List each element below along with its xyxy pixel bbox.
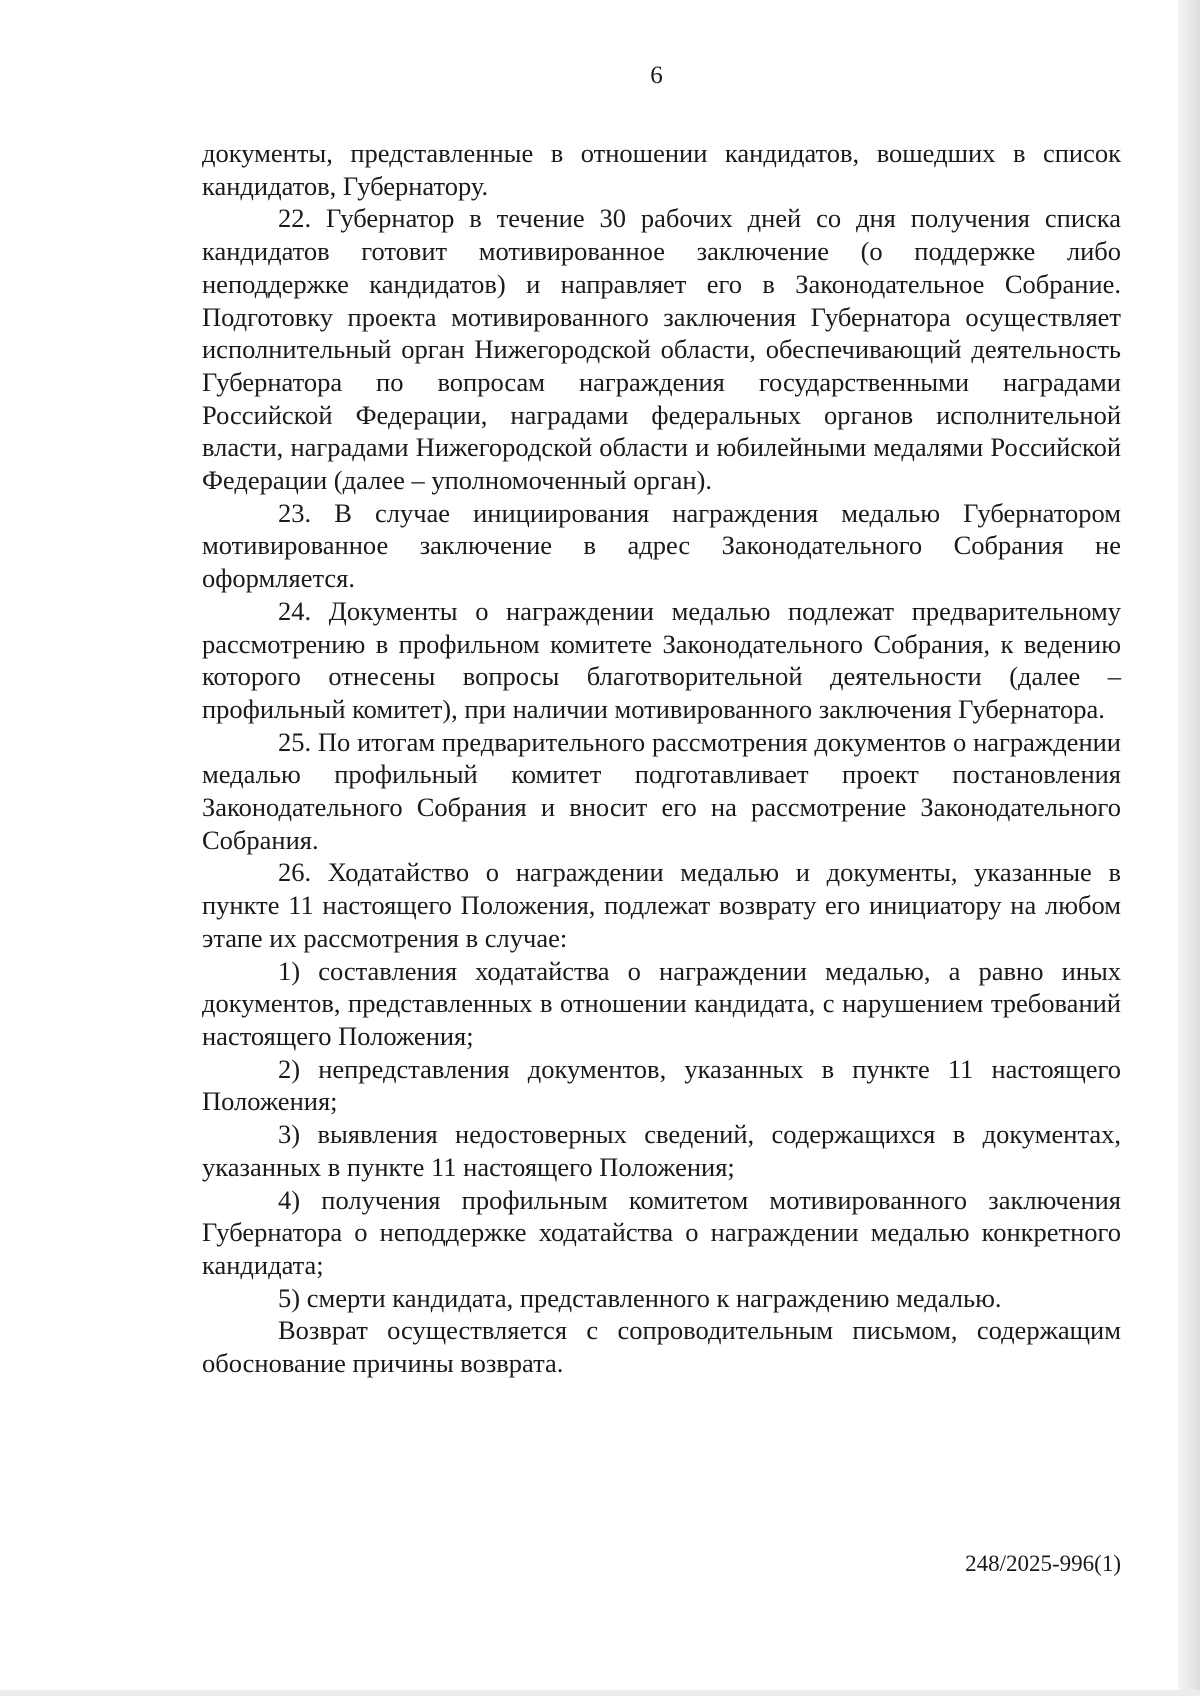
paragraph-item-22: 22. Губернатор в течение 30 рабочих дней со дня получения списка кандидатов готовит мотивированное заключение (о поддержке либо неподдержке кандидатов) и направляет его в Законодательное Собрание. Подготовку проекта мотивированного заключения Губернатора осуществляет исполнительный орган Нижегородской области, обеспечивающий деятельность Губернатора по вопросам награждения государственными наградами Российской Федерации, наградами федеральных органов исполнительной власти, наградами Нижегородской области и юбилейными медалями Российской Федерации (далее – уполномоченный орган). xyxy=(202,203,1121,496)
document-body xyxy=(202,137,1121,1380)
page-number: 6 xyxy=(650,62,663,89)
paragraph-item-25: 25. По итогам предварительного рассмотрения документов о награждении медалью профильный комитет подготавливает проект постановления Законодательного Собрания и вносит его на рассмотрение Законодательного Собрания. xyxy=(202,726,1121,855)
scan-edge-right xyxy=(1178,0,1200,1696)
paragraph-item-23: 23. В случае инициирования награждения медалью Губернатором мотивированное заключение в адрес Законодательного Собрания не оформляется. xyxy=(202,497,1121,594)
subitem-2: 2) непредставления документов, указанных в пункте 11 настоящего Положения; xyxy=(202,1053,1121,1117)
subitem-5: 5) смерти кандидата, представленного к награждению медалью. xyxy=(278,1282,1002,1313)
subitem-4: 4) получения профильным комитетом мотивированного заключения Губернатора о неподдержке ходатайства о награждении медалью конкретного кандидата; xyxy=(202,1184,1121,1280)
subitem-1: 1) составления ходатайства о награждении медалью, а равно иных документов, представленных в отношении кандидата, с нарушением требований настоящего Положения; xyxy=(202,955,1121,1051)
paragraph-item-26: 26. Ходатайство о награждении медалью и документы, указанные в пункте 11 настоящего Положения, подлежат возврату его инициатору на любом этапе их рассмотрения в случае: xyxy=(202,857,1121,953)
document-code: 248/2025-996(1) xyxy=(965,1551,1121,1576)
paragraph-item-24: 24. Документы о награждении медалью подлежат предварительному рассмотрению в профильном комитете Законодательного Собрания, к ведению которого отнесены вопросы благотворительной деятельности (далее – профильный комитет), при наличии мотивированного заключения Губернатора. xyxy=(202,595,1121,724)
paragraph-return-note: Возврат осуществляется с сопроводительным письмом, содержащим обоснование причины возврата. xyxy=(202,1315,1121,1379)
scan-edge-bottom xyxy=(0,1690,1200,1696)
paragraph-continuation: документы, представленные в отношении кандидатов, вошедших в список кандидатов, Губернатору. xyxy=(202,138,1121,201)
subitem-3: 3) выявления недостоверных сведений, содержащихся в документах, указанных в пункте 11 настоящего Положения; xyxy=(202,1119,1121,1182)
